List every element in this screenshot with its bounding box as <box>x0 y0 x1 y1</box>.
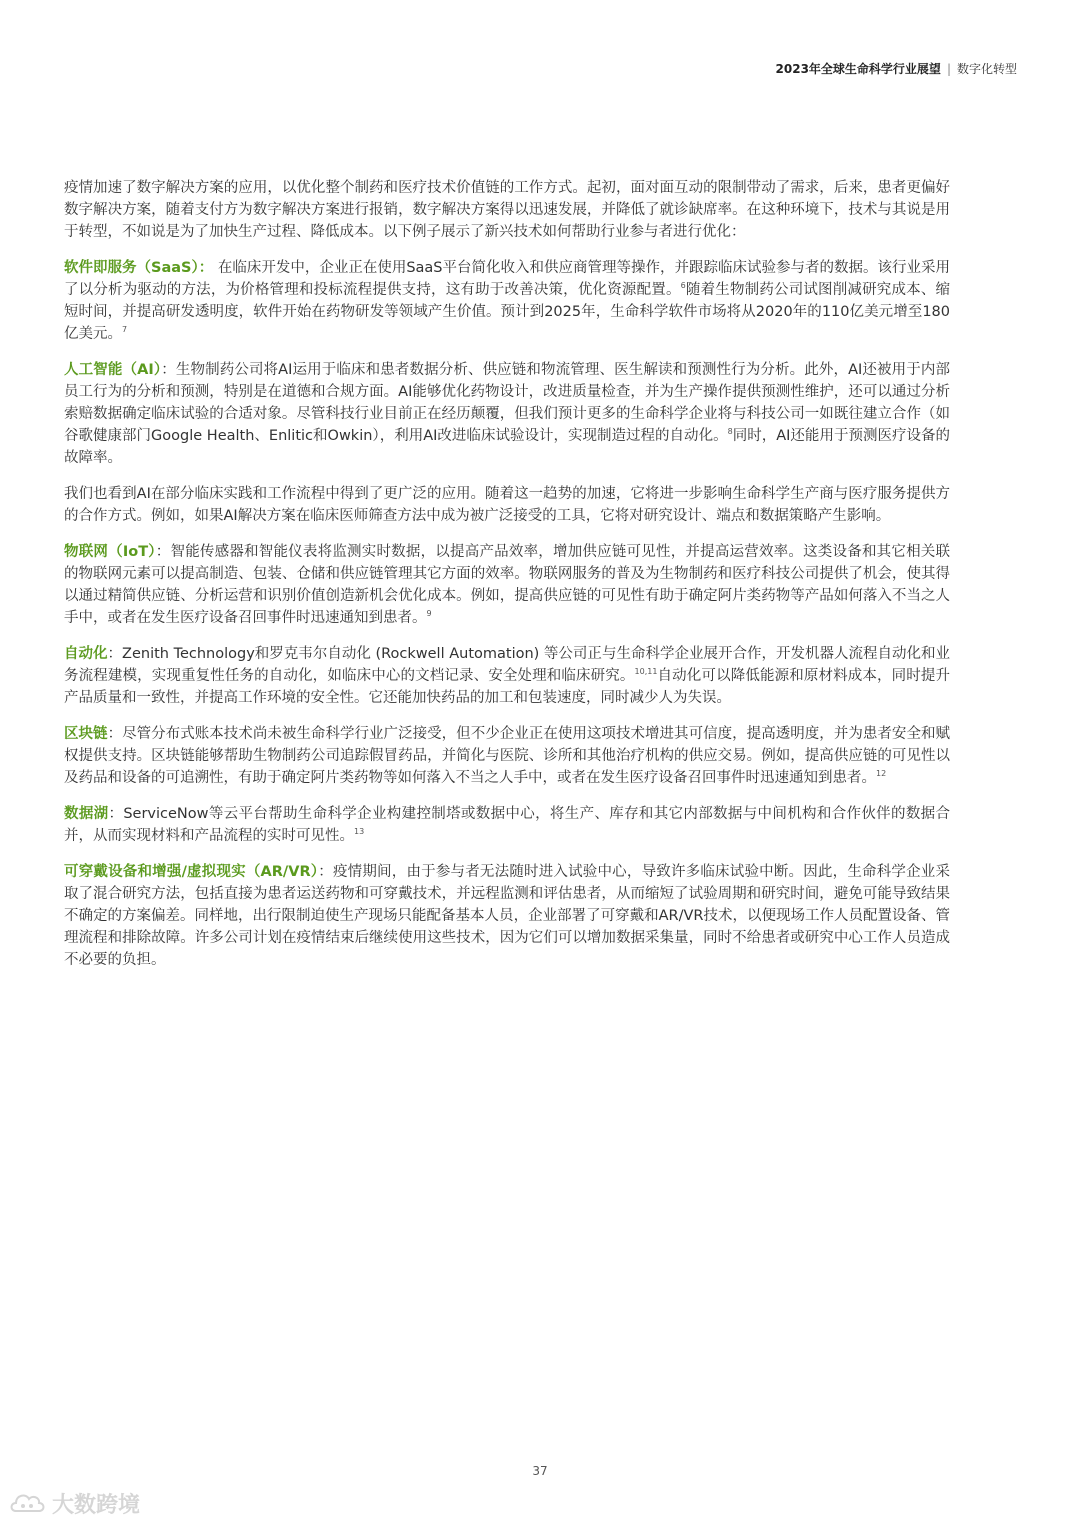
ai-paragraph <box>64 359 950 469</box>
section-title: 数字化转型 <box>956 62 1017 76</box>
saas-term: 软件即服务（SaaS）： <box>64 260 214 276</box>
blockchain-text-1: ：尽管分布式账本技术尚未被生命科学行业广泛接受，但不少企业正在使用这项技术增进其可信度，提高透明度，并为患者安全和赋权提供支持。区块链能够帮助生物制药公司追踪假冒药品，并简化与医院、诊所和其他治疗机构的供应交易。例如，提高供应链的可见性以及药品和设备的可追溯性，有助于确定阿片类药物等如何落入不当之人手中，或者在发生医疗设备召回事件时迅速通知到患者。 <box>64 726 950 786</box>
intro-paragraph: 疫情加速了数字解决方案的应用，以优化整个制药和医疗技术价值链的工作方式。起初，面对面互动的限制带动了需求，后来，患者更偏好数字解决方案，随着支付方为数字解决方案进行报销，数字解决方案得以迅速发展，并降低了就诊缺席率。在这种环境下，技术与其说是用于转型，不如说是为了加快生产过程、降低成本。以下例子展示了新兴技术如何帮助行业参与者进行优化： <box>64 180 950 240</box>
saas-text-1: 在临床开发中，企业正在使用SaaS平台简化收入和供应商管理等操作，并跟踪临床试验参与者的数据。该行业采用了以分析为驱动的方法，为价格管理和投标流程提供支持，这有助于改善决策，优化资源配置。 <box>64 260 951 298</box>
footnote-ref[interactable]: 13 <box>354 827 365 837</box>
datalake-term: 数据湖 <box>64 806 109 822</box>
page-number: 37 <box>532 1464 548 1478</box>
wearables-paragraph <box>64 861 950 971</box>
ai-text-2: 同时，AI还能用于预测医疗设备的故障率。 <box>64 428 951 466</box>
automation-term: 自动化 <box>64 646 108 662</box>
watermark-text: 大数跨境 <box>52 1493 141 1518</box>
footnote-ref[interactable]: 10,11 <box>634 667 658 677</box>
iot-term: 物联网（IoT） <box>64 544 156 560</box>
watermark <box>8 1488 140 1519</box>
header-separator: | <box>946 62 951 76</box>
datalake-paragraph <box>64 803 950 847</box>
cloud-logo-icon <box>8 1489 48 1519</box>
footnote-ref[interactable]: 12 <box>876 769 887 779</box>
iot-text-1: ：智能传感器和智能仪表将监测实时数据，以提高产品效率，增加供应链可见性，并提高运营效率。这类设备和其它相关联的物联网元素可以提高制造、包装、仓储和供应链管理其它方面的效率。物联网服务的普及为生物制药和医疗科技公司提供了机会，使其得以通过精简供应链、分析运营和识别价值创造新机会优化成本。例如，提高供应链的可见性有助于确定阿片类药物等产品如何落入不当之人手中，或者在发生医疗设备召回事件时迅速通知到患者。 <box>64 544 951 626</box>
footnote-ref[interactable]: 9 <box>426 609 432 619</box>
iot-paragraph <box>64 541 950 629</box>
blockchain-paragraph <box>64 723 950 789</box>
report-title: 2023年全球生命科学行业展望 <box>775 62 941 76</box>
page-header <box>776 60 1017 77</box>
ai-term: 人工智能（AI） <box>64 362 162 378</box>
footnote-ref[interactable]: 6 <box>680 281 686 291</box>
saas-text-2: 随着生物制药公司试图削减研究成本、缩短时间，并提高研发透明度，软件开始在药物研发等领域产生价值。预计到2025年，生命科学软件市场将从2020年的110亿美元增至180亿美元。 <box>64 282 951 342</box>
ai-text-1: ：生物制药公司将AI运用于临床和患者数据分析、供应链和物流管理、医生解读和预测性行为分析。此外，AI还被用于内部员工行为的分析和预测，特别是在道德和合规方面。AI能够优化药物设计，改进质量检查，并为生产操作提供预测性维护，还可以通过分析索赔数据确定临床试验的合适对象。尽管科技行业目前正在经历颠覆，但我们预计更多的生命科学企业将与科技公司一如既往建立合作（如谷歌健康部门Google Health、Enlitic和Owkin），利用AI改进临床试验设计，实现制造过程的自动化。 <box>64 362 950 444</box>
wearables-text-1: ：疫情期间，由于参与者无法随时进入试验中心，导致许多临床试验中断。因此，生命科学企业采取了混合研究方法，包括直接为患者运送药物和可穿戴技术，并远程监测和评估患者，从而缩短了试验周期和研究时间，避免可能导致结果不确定的方案偏差。同样地，出行限制迫使生产现场只能配备基本人员，企业部署了可穿戴和AR/VR技术，以便现场工作人员配置设备、管理流程和排除故障。许多公司计划在疫情结束后继续使用这些技术，因为它们可以增加数据采集量，同时不给患者或研究中心工作人员造成不必要的负担。 <box>64 864 950 968</box>
automation-paragraph <box>64 643 950 709</box>
automation-text-2: 自动化可以降低能源和原材料成本，同时提升产品质量和一致性，并提高工作环境的安全性。它还能加快药品的加工和包装速度，同时减少人为失误。 <box>64 668 950 706</box>
article-body <box>64 177 950 985</box>
wearables-term: 可穿戴设备和增强/虚拟现实（AR/VR） <box>64 864 319 880</box>
footnote-ref[interactable]: 7 <box>122 325 128 335</box>
saas-paragraph <box>64 257 950 345</box>
blockchain-term: 区块链 <box>64 726 108 742</box>
datalake-text-1: ：ServiceNow等云平台帮助生命科学企业构建控制塔或数据中心，将生产、库存和其它内部数据与中间机构和合作伙伴的数据合并，从而实现材料和产品流程的实时可见性。 <box>64 806 950 844</box>
footnote-ref[interactable]: 8 <box>727 427 733 437</box>
ai-followup-paragraph: 我们也看到AI在部分临床实践和工作流程中得到了更广泛的应用。随着这一趋势的加速，它将进一步影响生命科学生产商与医疗服务提供方的合作方式。例如，如果AI解决方案在临床医师筛查方法中成为被广泛接受的工具，它将对研究设计、端点和数据策略产生影响。 <box>64 486 950 524</box>
automation-text-1: ：Zenith Technology和罗克韦尔自动化 (Rockwell Automation) 等公司正与生命科学企业展开合作，开发机器人流程自动化和业务流程建模，实现重复性任务的自动化，如临床中心的文档记录、安全处理和临床研究。 <box>64 646 951 684</box>
